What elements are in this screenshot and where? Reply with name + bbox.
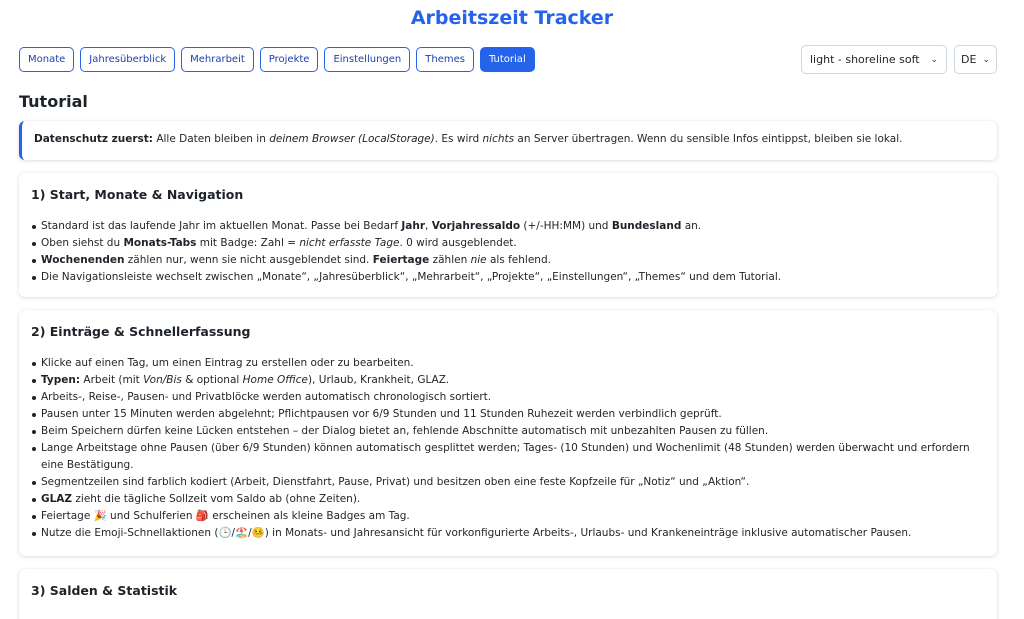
list-item-text: Monats-Tabs	[123, 237, 197, 249]
language-select[interactable]	[954, 45, 997, 74]
privacy-notice	[19, 121, 997, 160]
section-title: 2) Einträge & Schnellerfassung	[31, 324, 251, 339]
list-item-text: an.	[681, 220, 702, 232]
list-item-text: Wochenenden	[41, 254, 125, 266]
list-item-text: Pausen unter 15 Minuten werden abgelehnt; Pflichtpausen vor 6/9 Stunden und 11 Stunden Ruhezeit werden verbindlich geprüft.	[41, 408, 722, 420]
list-item-text: Typen:	[41, 374, 81, 386]
tab-tutorial[interactable]: Tutorial	[480, 47, 535, 72]
list-item	[32, 423, 985, 440]
list-item-text: Feiertage	[372, 254, 430, 266]
list-item-text: Standard ist das laufende Jahr im aktuellen Monat. Passe bei Bedarf	[41, 220, 402, 232]
list-item-text: (+/-HH:MM) und	[520, 220, 612, 232]
section-title: 3) Salden & Statistik	[31, 583, 178, 598]
list-item-text: Jahr	[401, 220, 426, 232]
notice-emphasis: nichts	[482, 133, 515, 145]
tab-einstellungen[interactable]: Einstellungen	[324, 47, 410, 72]
list-item	[32, 389, 985, 406]
tab-jahresueberblick[interactable]: Jahresüberblick	[80, 47, 175, 72]
list-item-text: zieht die tägliche Sollzeit vom Saldo ab (ohne Zeiten).	[72, 493, 361, 505]
list-item-text: Arbeits-, Reise-, Pausen- und Privatblöcke werden automatisch chronologisch sortiert.	[41, 391, 492, 403]
list-item-text: nicht erfasste Tage	[299, 237, 400, 249]
list-item-text: Klicke auf einen Tag, um einen Eintrag zu erstellen oder zu bearbeiten.	[41, 357, 414, 369]
list-item-text: ), Urlaub, Krankheit, GLAZ.	[308, 374, 450, 386]
chevron-down-icon: ⌄	[930, 54, 938, 65]
notice-strong: Datenschutz zuerst:	[34, 133, 153, 145]
app-title: Arbeitszeit Tracker	[410, 7, 614, 29]
list-item	[32, 491, 985, 508]
notice-text: Alle Daten bleiben in	[152, 133, 270, 145]
list-item-text: nie	[470, 254, 487, 266]
list-item-text: zählen nur, wenn sie nicht ausgeblendet sind.	[124, 254, 373, 266]
tab-themes[interactable]: Themes	[416, 47, 474, 72]
list-item	[32, 235, 985, 252]
tab-monate[interactable]: Monate	[19, 47, 74, 72]
section-start-navigation	[19, 173, 997, 297]
list-item	[32, 474, 985, 491]
list-item-text: Die Navigationsleiste wechselt zwischen „Monate“, „Jahresüberblick“, „Mehrarbeit“, „Projekte“, „Einstellungen“, „Themes“ und dem Tutorial.	[41, 271, 782, 283]
tab-mehrarbeit[interactable]: Mehrarbeit	[181, 47, 254, 72]
list-item	[32, 252, 985, 269]
section-entries	[19, 310, 997, 556]
list-item-text: . 0 wird ausgeblendet.	[399, 237, 517, 249]
list-item-text: Von/Bis	[143, 374, 182, 386]
list-item-text: mit Badge: Zahl =	[196, 237, 300, 249]
list-item	[32, 355, 985, 372]
list-item-text: GLAZ	[41, 493, 73, 505]
language-select-value: DE	[961, 53, 977, 66]
list-item	[32, 508, 985, 525]
chevron-down-icon: ⌄	[982, 54, 990, 65]
list-item-text: Segmentzeilen sind farblich kodiert (Arbeit, Dienstfahrt, Pause, Privat) und besitzen oben eine feste Kopfzeile für „Notiz“ und „Aktion“.	[41, 476, 750, 488]
list-item	[32, 525, 985, 542]
list-item	[32, 218, 985, 235]
list-item-text: zählen	[429, 254, 471, 266]
list-item-text: Bundesland	[611, 220, 682, 232]
list-item	[32, 440, 985, 474]
list-item-text: & optional	[181, 374, 243, 386]
list-item-text: Vorjahressaldo	[431, 220, 521, 232]
list-item	[32, 372, 985, 389]
page-title: Tutorial	[19, 92, 88, 111]
section-balances	[19, 569, 997, 619]
list-item-text: Feiertage 🎉 und Schulferien 🎒 erscheinen als kleine Badges am Tag.	[41, 510, 410, 522]
list-item-text: ,	[425, 220, 432, 232]
list-item-text: Home Office	[242, 374, 308, 386]
notice-text: an Server übertragen. Wenn du sensible Infos eintippst, bleiben sie lokal.	[514, 133, 903, 145]
theme-select[interactable]	[801, 45, 947, 74]
section-list	[19, 355, 997, 542]
list-item	[32, 269, 985, 286]
header-selects	[801, 45, 997, 74]
tab-projekte[interactable]: Projekte	[260, 47, 319, 72]
section-list	[19, 218, 997, 286]
notice-emphasis: deinem Browser (LocalStorage)	[269, 133, 435, 145]
list-item-text: Beim Speichern dürfen keine Lücken entstehen – der Dialog bietet an, fehlende Abschnitte automatisch mit unbezahlten Pausen zu füllen.	[41, 425, 769, 437]
list-item-text: als fehlend.	[486, 254, 551, 266]
list-item	[32, 406, 985, 423]
list-item-text: Oben siehst du	[41, 237, 124, 249]
list-item-text: Nutze die Emoji-Schnellaktionen (🕒/🏖️/🤒) in Monats- und Jahresansicht für vorkonfigurierte Arbeits-, Urlaubs- und Krankeneinträge inklusive automatischer Pausen.	[41, 527, 912, 539]
list-item-text: Lange Arbeitstage ohne Pausen (über 6/9 Stunden) können automatisch gesplittet werden; Tages- (10 Stunden) und Wochenlimit (48 Stunden) werden überwacht und erfordern eine Bestätigung.	[41, 442, 970, 471]
notice-text: . Es wird	[434, 133, 483, 145]
theme-select-value: light - shoreline soft	[810, 53, 920, 66]
main-nav	[19, 47, 535, 72]
section-title: 1) Start, Monate & Navigation	[31, 187, 244, 202]
list-item-text: Arbeit (mit	[80, 374, 144, 386]
